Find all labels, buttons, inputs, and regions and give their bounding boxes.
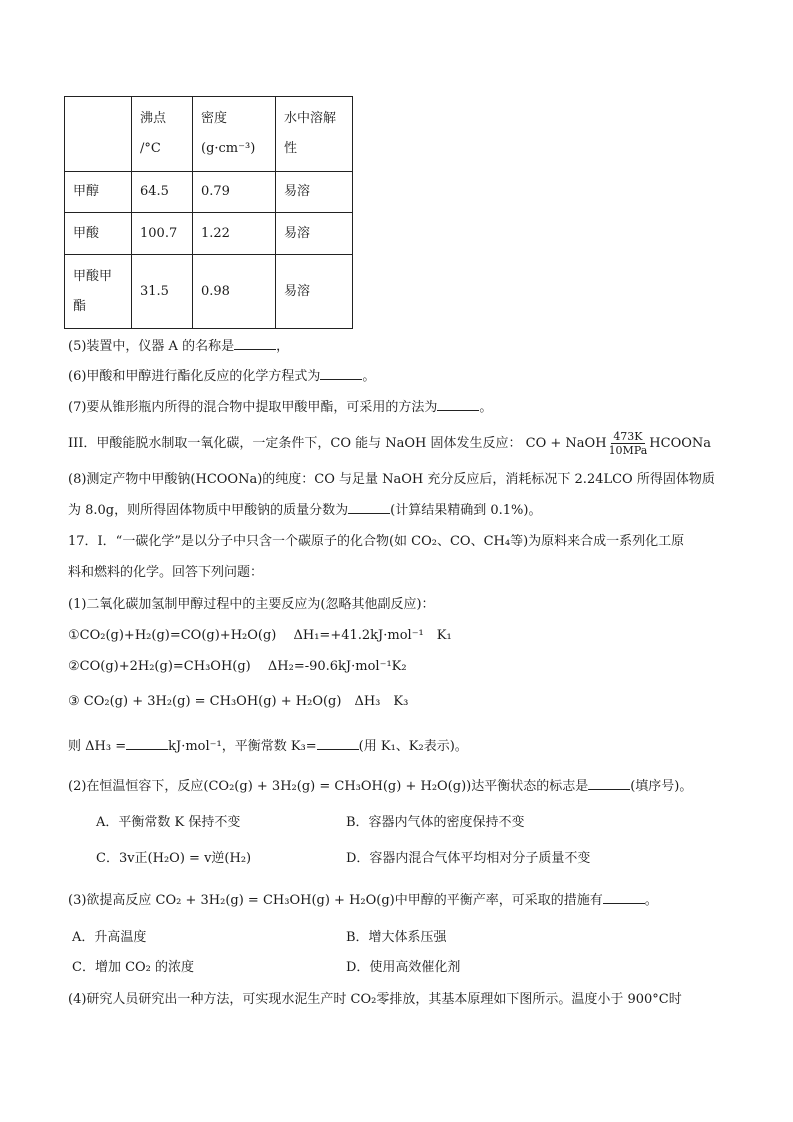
sub-question-2: (2)在恒温恒容下，反应(CO₂(g) + 3H₂(g) = CH₃OH(g) + H₂O(g))达平衡状态的标志是 (填序号)。 bbox=[68, 776, 692, 797]
option-2a: A．平衡常数 K 保持不变 bbox=[96, 815, 241, 830]
reaction-2: ②CO(g)+2H₂(g)=CH₃OH(g) ΔH₂=-90.6kJ·mol⁻¹K₂ bbox=[68, 659, 407, 674]
option-3b: B．增大体系压强 bbox=[346, 930, 447, 945]
table-row bbox=[65, 172, 353, 213]
header-cell-empty bbox=[65, 97, 132, 172]
answer-blank bbox=[317, 736, 359, 750]
header-cell-solubility: 水中溶解 性 bbox=[276, 97, 353, 172]
reaction-equation: CO + NaOH $\frac{473K}{\text{10MPa}}$ HCOONa bbox=[525, 430, 712, 457]
question-7: (7)要从锥形瓶内所得的混合物中提取甲酸甲酯，可采用的方法为 。 bbox=[68, 397, 492, 418]
question-17-line-1: 17．I．“一碳化学”是以分子中只含一个碳原子的化合物(如 CO₂、CO、CH₄等)为原料来合成一系列化工原 bbox=[68, 534, 685, 549]
cell-name: 甲酸 bbox=[65, 213, 132, 255]
fill-in-line: 则 ΔH₃ = kJ·mol⁻¹，平衡常数 K₃= (用 K₁、K₂表示)。 bbox=[68, 736, 468, 757]
cell-bp: 100.7 bbox=[132, 213, 193, 255]
option-3a: A．升高温度 bbox=[72, 930, 147, 945]
answer-blank bbox=[603, 890, 645, 904]
answer-blank bbox=[320, 366, 362, 380]
sub-question-3: (3)欲提高反应 CO₂ + 3H₂(g) = CH₃OH(g) + H₂O(g)中甲醇的平衡产率，可采取的措施有 。 bbox=[68, 890, 658, 911]
cell-density: 0.98 bbox=[193, 255, 276, 329]
question-17-line-2: 料和燃料的化学。回答下列问题： bbox=[68, 565, 264, 580]
answer-blank bbox=[126, 736, 168, 750]
properties-table bbox=[64, 96, 353, 329]
table-row bbox=[65, 255, 353, 329]
question-8-line-2: 为 8.0g，则所得固体物质中甲酸钠的质量分数为 (计算结果精确到 0.1%)。 bbox=[68, 500, 541, 521]
option-2c: C．3v正(H₂O) = v逆(H₂) bbox=[96, 851, 252, 866]
question-8-line-1: (8)测定产物中甲酸钠(HCOONa)的纯度：CO 与足量 NaOH 充分反应后，消耗标况下 2.24LCO 所得固体物质 bbox=[68, 472, 715, 487]
question-5: (5)装置中，仪器 A 的名称是 ， bbox=[68, 336, 289, 357]
header-cell-bp: 沸点 /°C bbox=[132, 97, 193, 172]
answer-blank bbox=[588, 776, 630, 790]
cell-density: 0.79 bbox=[193, 172, 276, 213]
answer-blank bbox=[437, 397, 479, 411]
part-3-statement: III．甲酸能脱水制取一氧化碳，一定条件下，CO 能与 NaOH 固体发生反应： CO + NaOH $\frac{473K}{\text{10MPa}}$ HCOONa bbox=[68, 430, 712, 457]
sub-question-1: (1)二氧化碳加氢制甲醇过程中的主要反应为(忽略其他副反应)： bbox=[68, 597, 435, 612]
cell-solubility: 易溶 bbox=[276, 213, 353, 255]
reaction-1: ①CO₂(g)+H₂(g)=CO(g)+H₂O(g) ΔH₁=+41.2kJ·mol⁻¹ K₁ bbox=[68, 628, 452, 643]
option-2b: B．容器内气体的密度保持不变 bbox=[346, 815, 525, 830]
header-cell-density: 密度 (g·cm⁻³) bbox=[193, 97, 276, 172]
reaction-3: ③ CO₂(g) + 3H₂(g) = CH₃OH(g) + H₂O(g) ΔH₃ K₃ bbox=[68, 694, 409, 709]
table-row bbox=[65, 213, 353, 255]
cell-bp: 31.5 bbox=[132, 255, 193, 329]
cell-bp: 64.5 bbox=[132, 172, 193, 213]
option-3d: D．使用高效催化剂 bbox=[346, 960, 461, 975]
cell-density: 1.22 bbox=[193, 213, 276, 255]
cell-name: 甲醇 bbox=[65, 172, 132, 213]
cell-solubility: 易溶 bbox=[276, 255, 353, 329]
question-6: (6)甲酸和甲醇进行酯化反应的化学方程式为 。 bbox=[68, 366, 375, 387]
reaction-condition: $\frac{473K}{\text{10MPa}}$ bbox=[608, 430, 648, 457]
option-3c: C．增加 CO₂ 的浓度 bbox=[72, 960, 195, 975]
answer-blank bbox=[234, 336, 276, 350]
cell-solubility: 易溶 bbox=[276, 172, 353, 213]
option-2d: D．容器内混合气体平均相对分子质量不变 bbox=[346, 851, 591, 866]
answer-blank bbox=[348, 500, 390, 514]
table-header-row bbox=[65, 97, 353, 172]
cell-name: 甲酸甲 酯 bbox=[65, 255, 132, 329]
sub-question-4: (4)研究人员研究出一种方法，可实现水泥生产时 CO₂零排放，其基本原理如下图所示。温度小于 900°C时 bbox=[68, 992, 682, 1007]
